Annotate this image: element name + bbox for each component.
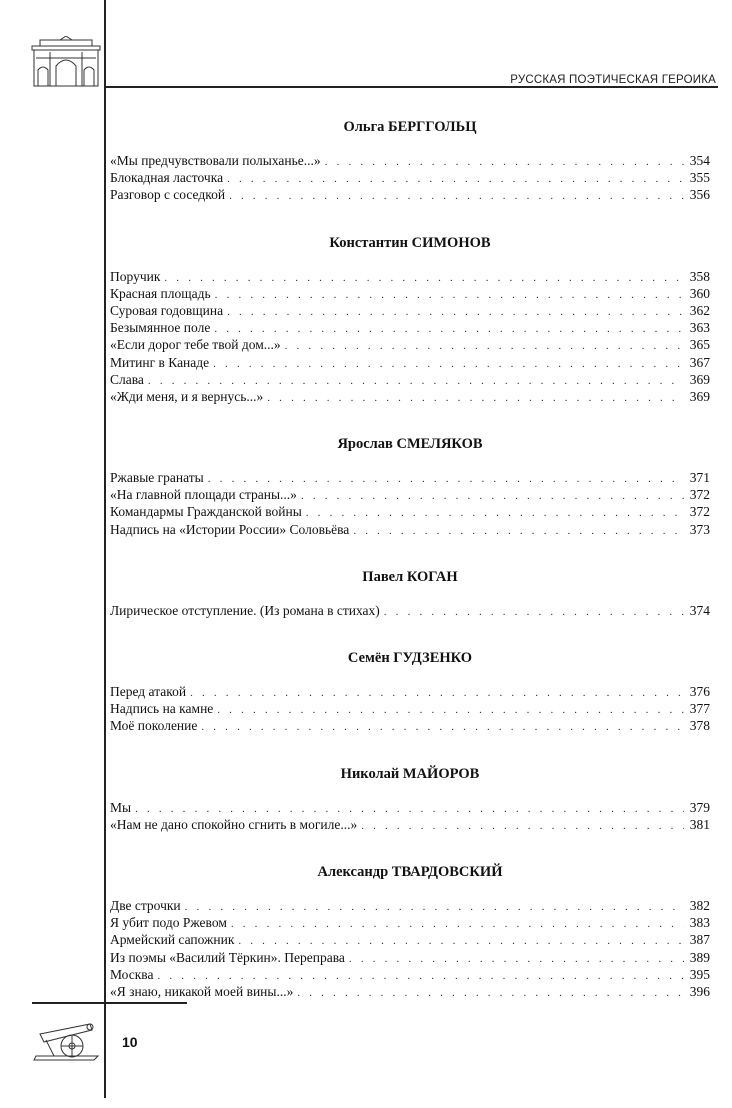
entry-page-number: 377 xyxy=(689,701,710,717)
dot-leader xyxy=(227,171,684,188)
entry-title: Безымянное поле xyxy=(110,320,211,336)
dot-leader xyxy=(301,488,684,505)
entry-title: «Мы предчувствовали полыханье...» xyxy=(110,153,321,168)
entry-page-number: 395 xyxy=(689,966,710,982)
header-rule xyxy=(104,86,718,88)
author-heading: Павел КОГАН xyxy=(362,568,458,585)
entry-page-number: 383 xyxy=(689,915,710,931)
entry-title: Армейский сапожник xyxy=(110,932,235,948)
dot-leader xyxy=(217,702,684,719)
toc-entry xyxy=(110,354,710,371)
dot-leader xyxy=(297,985,684,1002)
entry-page-number: 354 xyxy=(689,153,710,168)
dot-leader xyxy=(201,719,684,736)
toc-section xyxy=(110,433,710,538)
toc-entry xyxy=(110,486,710,503)
toc-entry xyxy=(110,371,710,388)
toc-entry xyxy=(110,169,710,186)
entry-title: Командармы Гражданской войны xyxy=(110,504,302,520)
toc-entry xyxy=(110,285,710,302)
entry-title: Лирическое отступление. (Из романа в стихах) xyxy=(110,602,380,618)
dot-leader xyxy=(213,356,684,373)
entry-title: Слава xyxy=(110,371,144,387)
toc-entry xyxy=(110,966,710,983)
toc-entry xyxy=(110,700,710,717)
toc-entry xyxy=(110,949,710,966)
entry-page-number: 379 xyxy=(689,799,710,815)
toc-entry xyxy=(110,469,710,486)
author-heading: Ольга БЕРГГОЛЬЦ xyxy=(343,119,477,135)
entry-page-number: 363 xyxy=(689,320,710,336)
toc-section xyxy=(110,861,710,1000)
author-heading: Константин СИМОНОВ xyxy=(329,234,491,251)
dot-leader xyxy=(349,951,684,968)
toc-entry xyxy=(110,388,710,405)
cannon-icon xyxy=(32,1012,102,1062)
entry-page-number: 367 xyxy=(689,354,710,370)
running-title: РУССКАЯ ПОЭТИЧЕСКАЯ ГЕРОИКА xyxy=(510,74,716,86)
entry-title: Из поэмы «Василий Тёркин». Переправа xyxy=(110,949,345,965)
entry-page-number: 376 xyxy=(689,684,710,699)
toc-entry xyxy=(110,799,710,816)
entry-title: «Нам не дано спокойно сгнить в могиле...» xyxy=(110,816,358,832)
toc-entry xyxy=(110,152,710,169)
toc-entry xyxy=(110,503,710,520)
toc-entry xyxy=(110,683,710,700)
table-of-contents xyxy=(110,116,710,1028)
margin-rule-vertical xyxy=(104,0,106,1098)
dot-leader xyxy=(214,321,684,338)
entry-page-number: 362 xyxy=(689,302,710,318)
entry-title: «Я знаю, никакой моей вины...» xyxy=(110,983,294,999)
entry-page-number: 369 xyxy=(689,388,710,404)
entry-page-number: 378 xyxy=(689,718,710,734)
dot-leader xyxy=(215,287,684,304)
entry-page-number: 369 xyxy=(689,371,710,387)
toc-entry xyxy=(110,717,710,734)
toc-entry xyxy=(110,302,710,319)
entry-title: Блокадная ласточка xyxy=(110,170,224,186)
toc-section xyxy=(110,566,710,619)
entry-page-number: 389 xyxy=(689,949,710,965)
toc-section xyxy=(110,116,710,204)
toc-section xyxy=(110,647,710,735)
author-heading: Николай МАЙОРОВ xyxy=(340,765,480,782)
author-heading: Александр ТВАРДОВСКИЙ xyxy=(317,863,503,880)
author-heading: Семён ГУДЗЕНКО xyxy=(347,650,473,666)
entry-title: Мы xyxy=(110,799,132,815)
entry-title: Две строчки xyxy=(110,897,181,913)
entry-title: Разговор с соседкой xyxy=(110,187,226,203)
toc-entry xyxy=(110,931,710,948)
dot-leader xyxy=(361,818,684,835)
dot-leader xyxy=(227,304,684,321)
dot-leader xyxy=(185,899,684,916)
dot-leader xyxy=(384,604,684,621)
toc-entry xyxy=(110,816,710,833)
entry-title: Моё поколение xyxy=(110,718,198,734)
entry-page-number: 358 xyxy=(689,268,710,284)
dot-leader xyxy=(353,523,684,540)
entry-title: «На главной площади страны...» xyxy=(110,487,297,503)
toc-entry xyxy=(110,336,710,353)
dot-leader xyxy=(229,188,684,205)
entry-page-number: 371 xyxy=(689,470,710,486)
entry-page-number: 360 xyxy=(689,285,710,301)
toc-entry xyxy=(110,186,710,203)
entry-title: Суровая годовщина xyxy=(110,302,224,318)
page-number: 10 xyxy=(122,1034,138,1050)
entry-title: Поручик xyxy=(110,268,161,284)
entry-page-number: 355 xyxy=(689,170,710,186)
toc-entry xyxy=(110,897,710,914)
entry-title: «Жди меня, и я вернусь...» xyxy=(110,388,264,404)
dot-leader xyxy=(306,505,684,522)
entry-page-number: 372 xyxy=(689,504,710,520)
entry-page-number: 372 xyxy=(689,487,710,503)
entry-title: Митинг в Канаде xyxy=(110,354,210,370)
toc-section xyxy=(110,232,710,406)
entry-page-number: 396 xyxy=(689,983,710,999)
entry-page-number: 374 xyxy=(689,602,710,618)
entry-title: Ржавые гранаты xyxy=(110,470,204,486)
entry-title: Я убит подо Ржевом xyxy=(110,915,227,931)
entry-title: Перед атакой xyxy=(110,684,187,699)
entry-page-number: 356 xyxy=(689,187,710,203)
entry-title: Красная площадь xyxy=(110,285,211,301)
entry-title: «Если дорог тебе твой дом...» xyxy=(110,337,281,353)
triumphal-arch-icon xyxy=(30,36,102,88)
dot-leader xyxy=(285,338,684,355)
entry-page-number: 387 xyxy=(689,932,710,948)
author-heading: Ярослав СМЕЛЯКОВ xyxy=(337,436,483,453)
entry-page-number: 365 xyxy=(689,337,710,353)
dot-leader xyxy=(325,154,684,171)
entry-title: Москва xyxy=(110,966,154,982)
toc-entry xyxy=(110,914,710,931)
toc-entry xyxy=(110,319,710,336)
entry-title: Надпись на «Истории России» Соловьёва xyxy=(110,521,350,537)
toc-entry xyxy=(110,602,710,619)
toc-section xyxy=(110,763,710,833)
dot-leader xyxy=(164,270,684,287)
toc-entry xyxy=(110,268,710,285)
entry-title: Надпись на камне xyxy=(110,701,214,717)
entry-page-number: 373 xyxy=(689,521,710,537)
entry-page-number: 382 xyxy=(689,897,710,913)
dot-leader xyxy=(267,390,684,407)
entry-page-number: 381 xyxy=(689,816,710,832)
dot-leader xyxy=(190,685,684,702)
toc-entry xyxy=(110,983,710,1000)
dot-leader xyxy=(231,916,684,933)
toc-entry xyxy=(110,521,710,538)
